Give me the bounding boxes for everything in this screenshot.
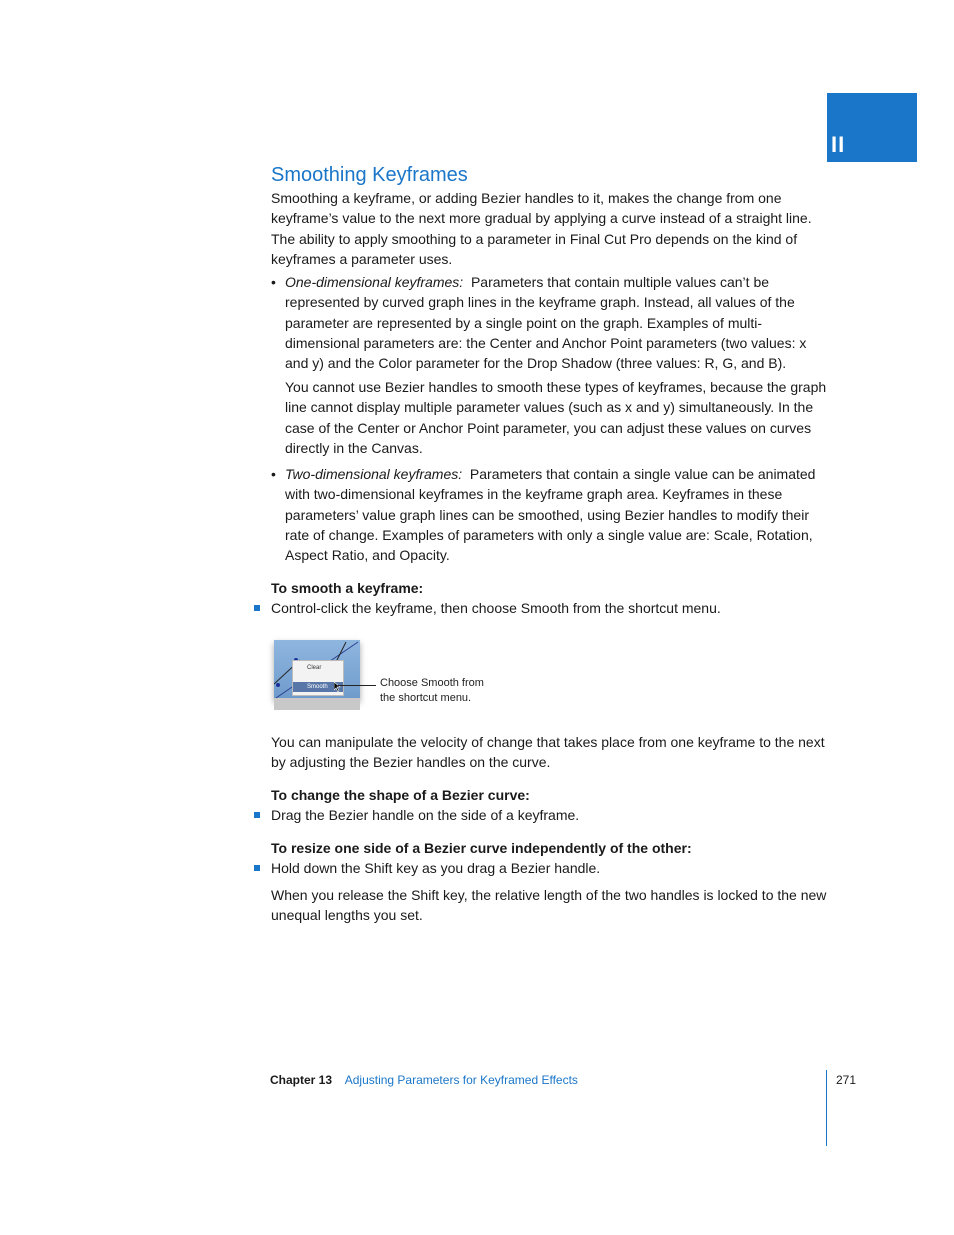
page-number: 271	[836, 1073, 857, 1087]
task-step-resize	[271, 858, 827, 878]
step-bullet-icon	[254, 605, 260, 611]
step-text: Control-click the keyframe, then choose Smooth from the shortcut menu.	[271, 600, 721, 616]
resize-note: When you release the Shift key, the relative length of the two handles is locked to the new unequal lengths you set.	[271, 887, 827, 924]
shortcut-menu-figure	[274, 640, 360, 712]
footer-chapter	[270, 1072, 578, 1088]
footer-chapter-number: Chapter 13	[270, 1073, 333, 1087]
callout-leader-line	[338, 685, 376, 686]
task-step-shape	[271, 805, 827, 825]
step-bullet-icon	[254, 812, 260, 818]
bullet-lead: Two-dimensional keyframes:	[285, 466, 463, 482]
bullet-lead: One-dimensional keyframes:	[285, 274, 464, 290]
step-text: Drag the Bezier handle on the side of a keyframe.	[271, 807, 580, 823]
bullet-text: Parameters that contain a single value can be animated with two-dimensional keyframes in the keyframe graph area. Keyframes in these parameters’ value graph lines can be smoothed, using Bezier handles to modify their rate of change. Examples of parameters with only a single value are: Scale, Rotation, Aspect Ratio, and Opacity.	[285, 466, 816, 564]
bullet-text: Parameters that contain multiple values can’t be represented by curved graph lines in the keyframe graph. Instead, all values of the parameter are represented by a single point on the graph. Examples of multi-dimensional parameters are: the Center and Anchor Point parameters (two values: x and y) and the Color parameter for the Drop Shadow (three values: R, G, and B).	[285, 274, 807, 372]
task-heading-shape: To change the shape of a Bezier curve:	[271, 787, 530, 803]
footer-divider	[826, 1070, 827, 1146]
step-text: Hold down the Shift key as you drag a Bezier handle.	[271, 860, 601, 876]
step-bullet-icon	[254, 865, 260, 871]
part-tab-label: II	[831, 132, 846, 157]
bullet-dot: •	[271, 274, 276, 290]
keyframe-graph-image	[274, 640, 360, 700]
task-heading-smooth: To smooth a keyframe:	[271, 580, 424, 596]
task-heading-resize: To resize one side of a Bezier curve independently of the other:	[271, 840, 692, 856]
menu-item-smooth: Smooth	[293, 682, 343, 692]
callout-line-2: the shortcut menu.	[380, 692, 472, 704]
bullet-one-dimensional	[271, 272, 827, 373]
footer-chapter-title: Adjusting Parameters for Keyframed Effects	[344, 1073, 578, 1087]
pointer-cursor-icon	[334, 682, 342, 692]
section-title: Smoothing Keyframes	[271, 164, 468, 186]
figure-callout	[380, 676, 484, 706]
bullet-dot: •	[271, 466, 276, 482]
bullet-two-dimensional	[271, 464, 827, 565]
menu-item-clear: Clear	[307, 665, 322, 671]
intro-paragraph: Smoothing a keyframe, or adding Bezier handles to it, makes the change from one keyframe’s value to the next more gradual by applying a curve instead of a straight line. The ability to apply smoothing to a parameter in Final Cut Pro depends on the kind of keyframes a parameter uses.	[271, 190, 812, 267]
part-tab	[827, 93, 917, 162]
velocity-paragraph: You can manipulate the velocity of change that takes place from one keyframe to the next by adjusting the Bezier handles on the curve.	[271, 734, 825, 771]
graph-bottom-bar	[274, 698, 360, 710]
bullet-followup: You cannot use Bezier handles to smooth these types of keyframes, because the graph line cannot display multiple parameter values (such as x and y) simultaneously. In the case of the Center or Anchor Point parameter, you can adjust these values on curves directly in the Canvas.	[285, 379, 827, 456]
task-step-smooth	[271, 598, 827, 618]
callout-line-1: Choose Smooth from	[380, 677, 484, 689]
